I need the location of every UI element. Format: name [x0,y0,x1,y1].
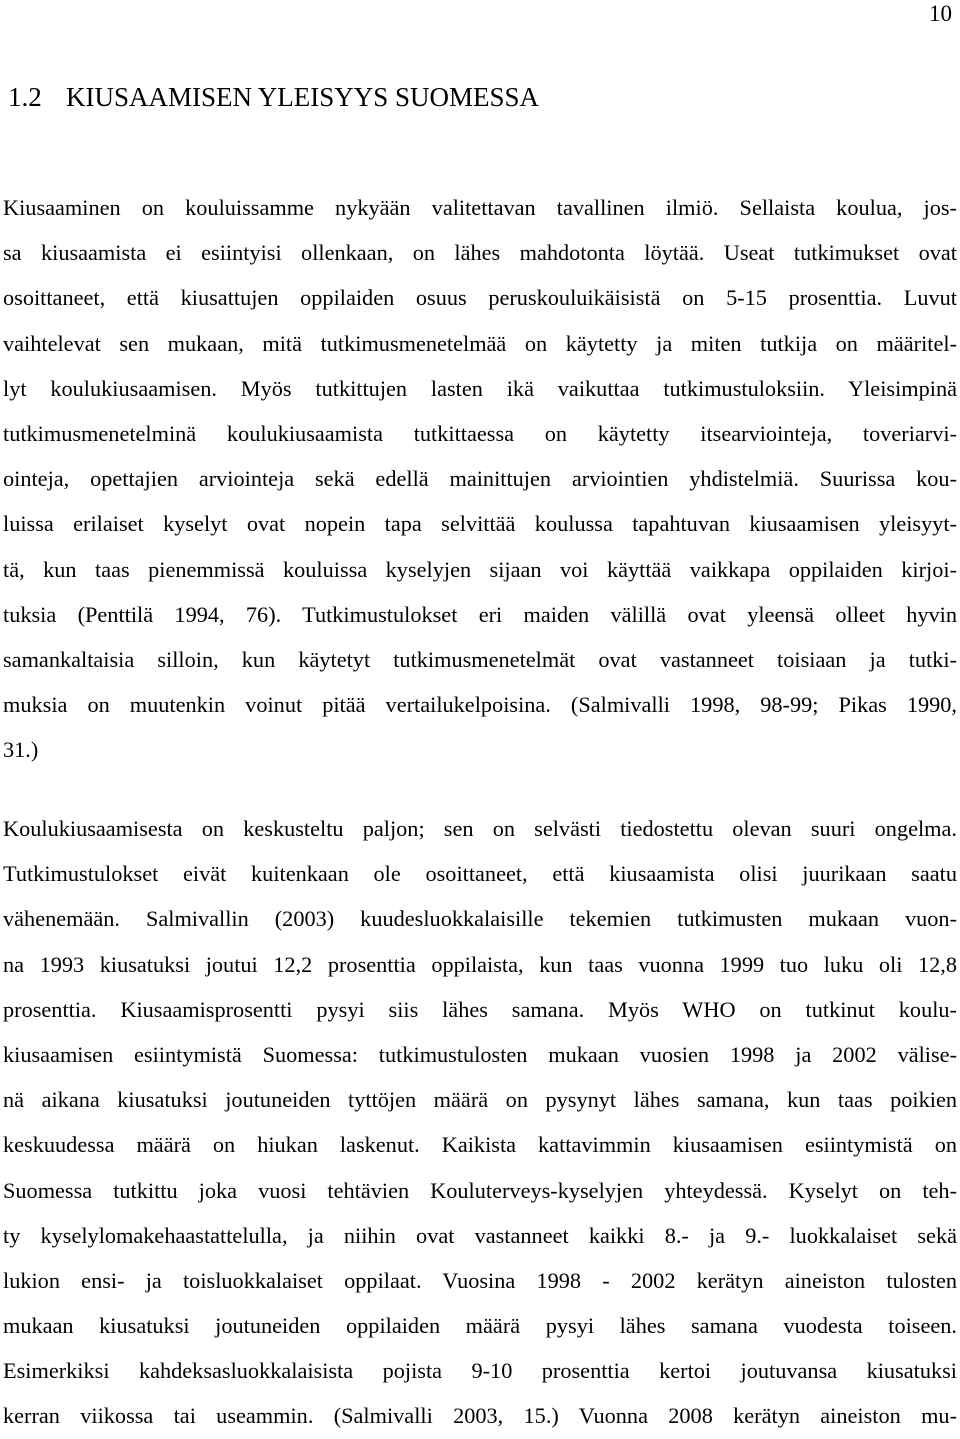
text-line: mukaan kiusatuksi joutuneiden oppilaiden määrä pysyi lähes samana vuodesta toiseen. [3,1313,957,1339]
text-line: vaihtelevat sen mukaan, mitä tutkimusmenetelmää on käytetty ja miten tutkija on määritel- [3,330,957,356]
text-line: luissa erilaiset kyselyt ovat nopein tapa selvittää koulussa tapahtuvan kiusaamisen yleisyyt- [3,511,957,537]
text-line: Esimerkiksi kahdeksasluokkalaisista pojista 9-10 prosenttia kertoi joutuvansa kiusatuksi [3,1358,957,1384]
section-heading [8,80,539,114]
text-line: muksia on muutenkin voinut pitää vertailukelpoisina. (Salmivalli 1998, 98-99; Pikas 1990, [3,692,957,718]
text-line: vähenemään. Salmivallin (2003) kuudesluokkalaisille tekemien tutkimusten mukaan vuon- [3,906,957,932]
paragraph-prevalence [3,185,957,772]
text-line: kerran viikossa tai useammin. (Salmivalli 2003, 15.) Vuonna 2008 kerätyn aineiston mu- [3,1403,957,1429]
text-line: ty kyselylomakehaastattelulla, ja niihin ovat vastanneet kaikki 8.- ja 9.- luokkalaiset sekä [3,1222,957,1248]
text-line: tä, kun taas pienemmissä kouluissa kyselyjen sijaan voi käyttää vaikkapa oppilaiden kirjoi- [3,556,957,582]
text-line: tuksia (Penttilä 1994, 76). Tutkimustulokset eri maiden välillä ovat yleensä olleet hyvin [3,601,957,627]
text-line: 31.) [3,737,39,763]
text-line: lyt koulukiusaamisen. Myös tutkittujen lasten ikä vaikuttaa tutkimustuloksiin. Yleisimpinä [3,375,957,401]
text-line: na 1993 kiusatuksi joutui 12,2 prosenttia oppilaista, kun taas vuonna 1999 tuo luku oli 12,8 [3,951,957,977]
text-line: osoittaneet, että kiusattujen oppilaiden osuus peruskouluikäisistä on 5-15 prosenttia. Luvut [3,285,957,311]
text-line: samankaltaisia silloin, kun käytetyt tutkimusmenetelmät ovat vastanneet toisiaan ja tutki- [3,646,957,672]
text-line: nä aikana kiusatuksi joutuneiden tyttöjen määrä on pysynyt lähes samana, kun taas poikien [3,1087,957,1113]
page-number: 10 [929,1,952,26]
text-line: Tutkimustulokset eivät kuitenkaan ole osoittaneet, että kiusaamista olisi juurikaan saatu [3,861,957,887]
section-number: 1.2 [8,82,42,112]
text-line: Suomessa tutkittu joka vuosi tehtävien Kouluterveys-kyselyjen yhteydessä. Kyselyt on teh- [3,1177,957,1203]
text-line: Kiusaaminen on kouluissamme nykyään valitettavan tavallinen ilmiö. Sellaista koulua, jos- [3,195,957,220]
text-line: prosenttia. Kiusaamisprosentti pysyi siis lähes samana. Myös WHO on tutkinut koulu- [3,996,957,1022]
section-title: KIUSAAMISEN YLEISYYS SUOMESSA [66,82,540,112]
text-line: ointeja, opettajien arviointeja sekä edellä mainittujen arviointien yhdistelmiä. Suurissa kou- [3,466,957,492]
text-line: keskuudessa määrä on hiukan laskenut. Kaikista kattavimmin kiusaamisen esiintymistä on [3,1132,957,1158]
text-line: sa kiusaamista ei esiintyisi ollenkaan, on lähes mahdotonta löytää. Useat tutkimukset ovat [3,240,957,266]
text-line: lukion ensi- ja toisluokkalaiset oppilaat. Vuosina 1998 - 2002 kerätyn aineiston tulosten [3,1267,957,1293]
text-line: kiusaamisen esiintymistä Suomessa: tutkimustulosten mukaan vuosien 1998 ja 2002 välise- [3,1041,957,1067]
text-line: Koulukiusaamisesta on keskusteltu paljon; sen on selvästi tiedostettu olevan suuri ongelma. [3,816,957,841]
paragraph-trends [3,806,957,1439]
text-line: tutkimusmenetelminä koulukiusaamista tutkittaessa on käytetty itsearviointeja, toveriarvi- [3,420,957,446]
